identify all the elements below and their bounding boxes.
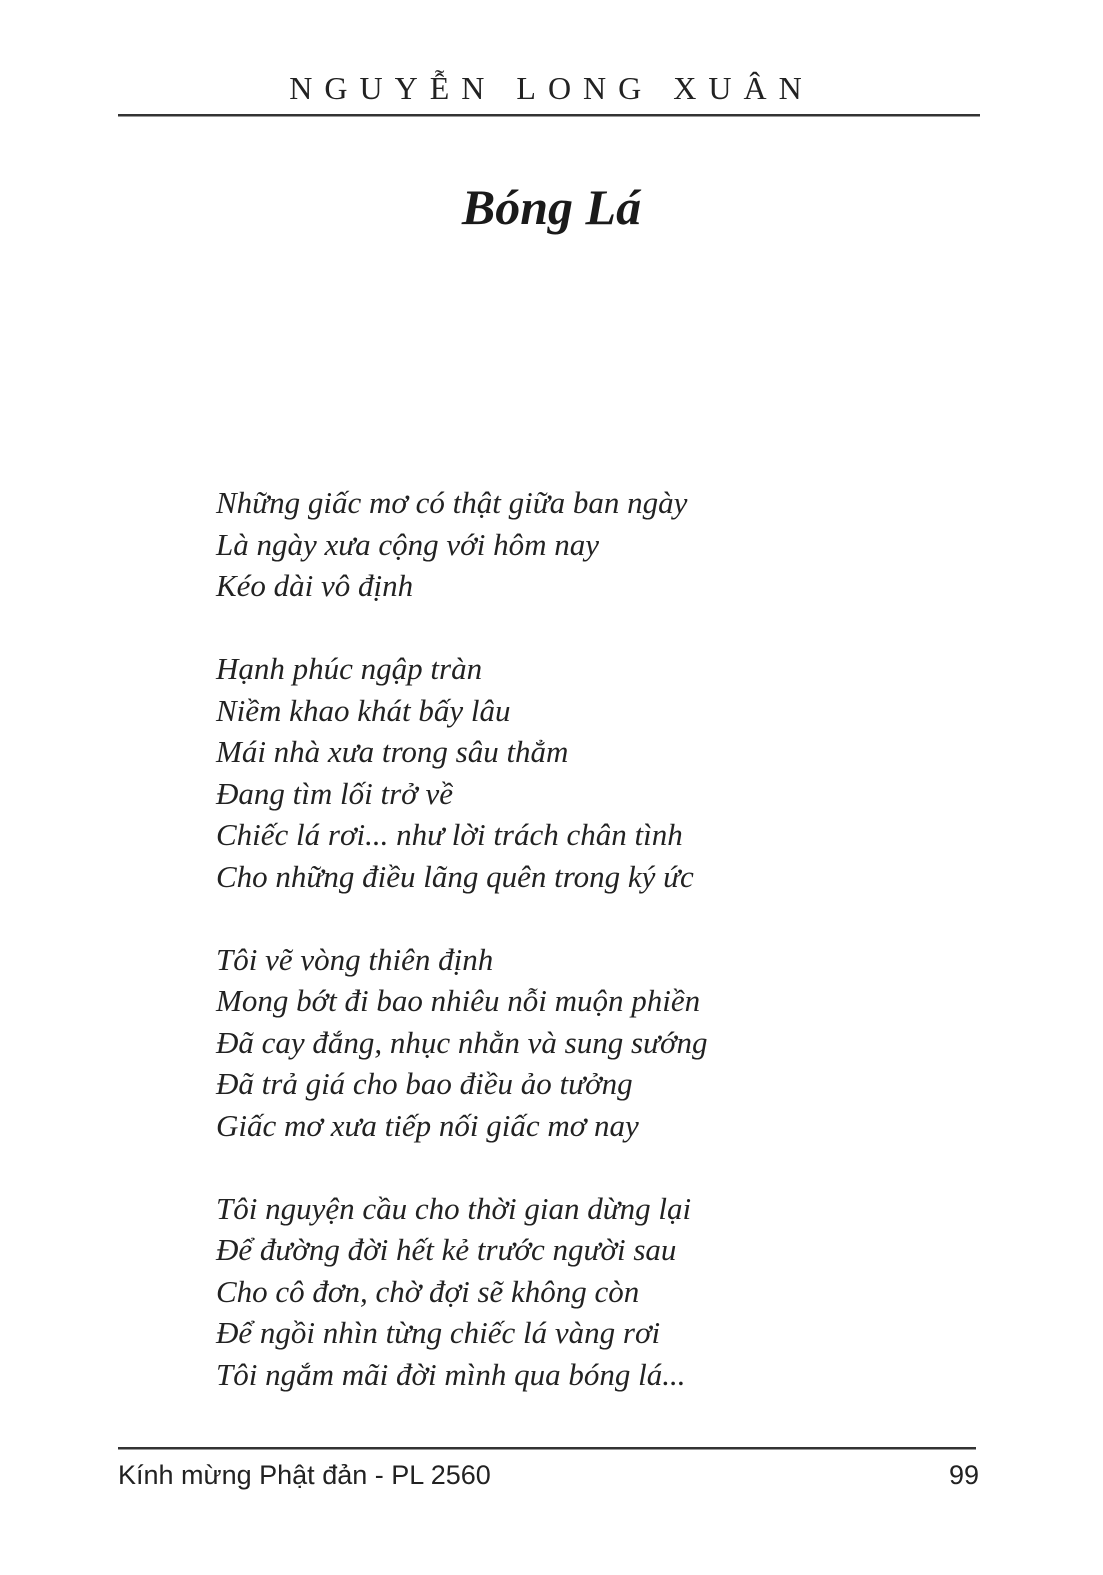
poem-line: Cho những điều lãng quên trong ký ức xyxy=(216,858,694,894)
poem-line: Mái nhà xưa trong sâu thẳm xyxy=(216,734,569,769)
poem-line: Là ngày xưa cộng với hôm nay xyxy=(216,526,599,562)
poem-line: Đã trả giá cho bao điều ảo tưởng xyxy=(216,1066,633,1101)
poem-line: Niềm khao khát bấy lâu xyxy=(216,692,511,728)
poem-line: Tôi vẽ vòng thiên định xyxy=(216,941,494,977)
poem-line: Kéo dài vô định xyxy=(216,568,414,603)
poem-line: Để ngồi nhìn từng chiếc lá vàng rơi xyxy=(216,1315,661,1350)
poem-stanza xyxy=(216,939,976,1147)
running-header-author: NGUYỄN LONG XUÂN xyxy=(289,70,814,106)
poem-line: Giấc mơ xưa tiếp nối giấc mơ nay xyxy=(216,1107,639,1143)
poem-line: Cho cô đơn, chờ đợi sẽ không còn xyxy=(216,1273,640,1309)
poem-stanza xyxy=(216,648,976,897)
poem-line: Hạnh phúc ngập tràn xyxy=(216,651,483,686)
poem-line: Tôi nguyện cầu cho thời gian dừng lại xyxy=(216,1190,692,1226)
poem-line: Tôi ngắm mãi đời mình qua bóng lá... xyxy=(216,1356,686,1392)
poem-line: Đã cay đắng, nhục nhằn và sung sướng xyxy=(216,1024,708,1060)
footer-publication: Kính mừng Phật đản - PL 2560 xyxy=(118,1460,491,1490)
header-divider xyxy=(118,114,980,117)
poem-body xyxy=(216,482,976,1395)
poem-title: Bóng Lá xyxy=(461,179,642,235)
poem-line: Để đường đời hết kẻ trước người sau xyxy=(216,1232,677,1267)
poem-stanza xyxy=(216,1188,976,1396)
footer-divider xyxy=(118,1447,976,1450)
poem-stanza xyxy=(216,482,976,607)
poem-line: Chiếc lá rơi... như lời trách chân tình xyxy=(216,817,683,852)
poem-line: Những giấc mơ có thật giữa ban ngày xyxy=(216,485,688,520)
poem-line: Mong bớt đi bao nhiêu nỗi muộn phiền xyxy=(216,983,701,1018)
poem-line: Đang tìm lối trở về xyxy=(216,775,453,811)
page-number: 99 xyxy=(948,1460,979,1490)
